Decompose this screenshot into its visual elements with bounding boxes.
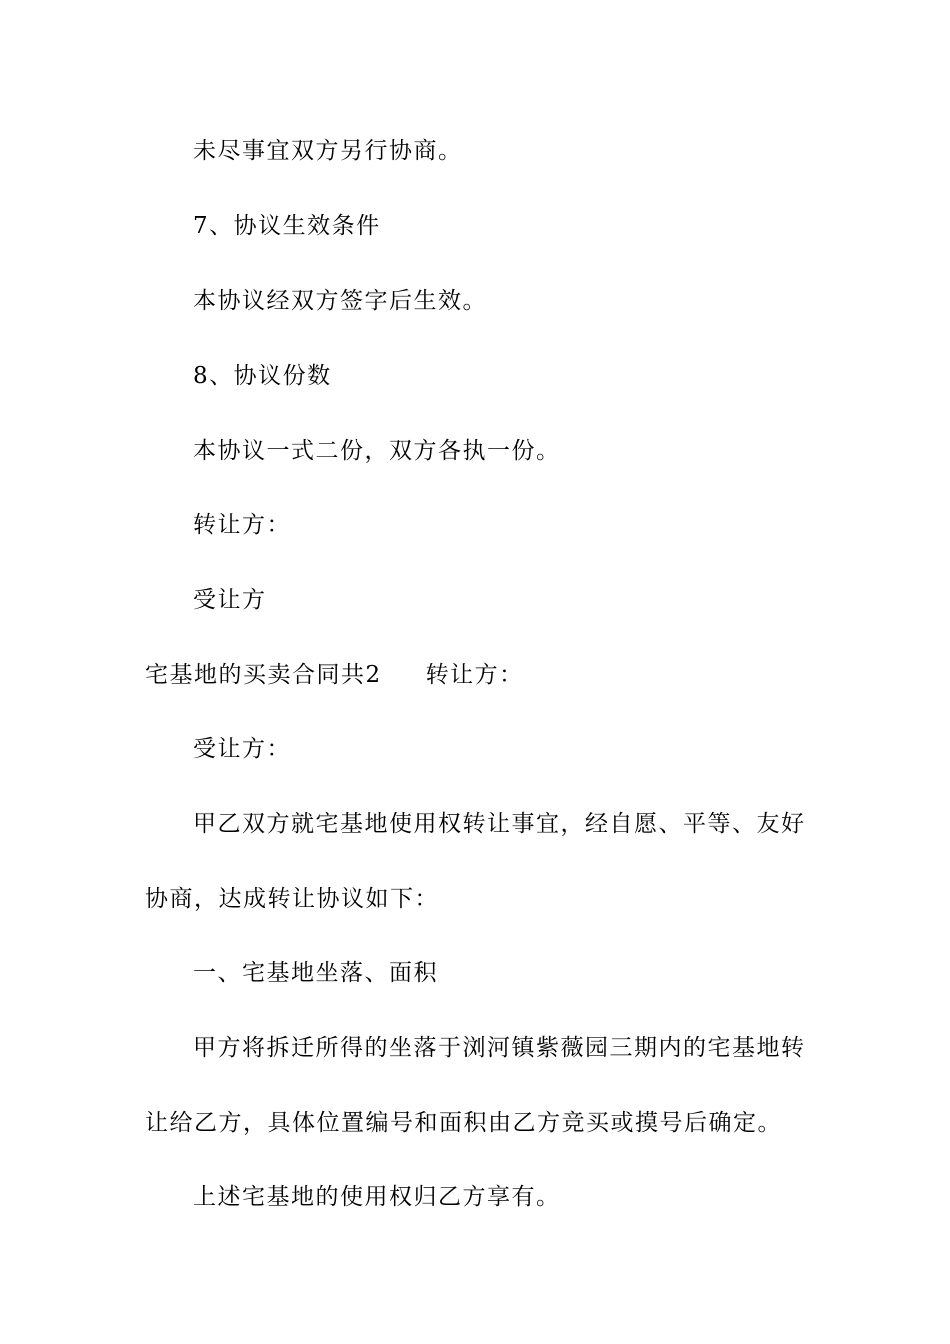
paragraph-agreement-intro-1: 甲乙双方就宅基地使用权转让事宜，经自愿、平等、友好: [193, 811, 806, 837]
paragraph-copies: 本协议一式二份，双方各执一份。: [193, 438, 561, 464]
transferor-label: 转让方：: [425, 662, 524, 688]
paragraph-location-2: 让给乙方，具体位置编号和面积由乙方竞买或摸号后确定。: [145, 1110, 782, 1136]
signature-transferor: 转让方：: [193, 512, 291, 538]
paragraph-location-1: 甲方将拆迁所得的坐落于浏河镇紫薇园三期内的宅基地转: [193, 1035, 806, 1061]
paragraph-agreement-intro-2: 协商，达成转让协议如下：: [145, 886, 439, 912]
transferee-label: 受让方：: [193, 736, 291, 762]
paragraph-unresolved-matters: 未尽事宜双方另行协商。: [193, 138, 463, 164]
section-heading-line: [145, 660, 524, 690]
paragraph-usage-right: 上述宅基地的使用权归乙方享有。: [193, 1184, 561, 1210]
paragraph-effective-condition: 本协议经双方签字后生效。: [193, 288, 487, 314]
clause-8-heading: 8、协议份数: [193, 363, 332, 389]
clause-7-heading: 7、协议生效条件: [193, 213, 381, 239]
contract-title: 宅基地的买卖合同共2: [145, 662, 382, 688]
section-1-heading: 一、宅基地坐落、面积: [193, 960, 438, 986]
signature-transferee: 受让方: [193, 587, 267, 613]
